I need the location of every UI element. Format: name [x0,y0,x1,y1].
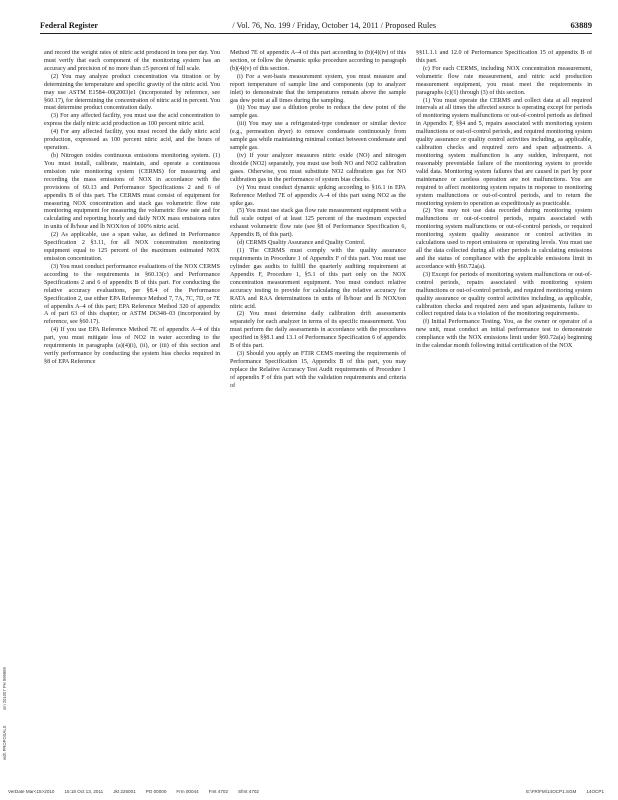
paragraph: (2) You must determine daily calibration drift assessments separately for each analyzer in terms of its specific measurement. You must perform the daily assessments in accordance with the procedures specified in §§8.1 and 13.1 of Performance Specification 6 of appendix B of this part. [230,311,406,350]
paragraph: (3) Except for periods of monitoring system malfunctions or out-of-control periods, repairs associated with monitoring system malfunctions or out-of-control periods, and required monitoring system quality assurance or quality control activities including, as applicable, calibration checks and required zero and span adjustments, failure to collect required data is a violation of the monitoring requirements. [416,271,592,318]
paragraph: (2) You may analyze product concentration via titration or by determining the temperature and specific gravity of the nitric acid. You may use ASTM E1584–00(2003)e1 (incorporated by reference, see §60.17), for determining the concentration of nitric acid in percent. You must determine product concentration daily. [44,73,220,112]
text-column-right [416,50,592,778]
footer-po: PO 00000 [145,788,167,794]
paragraph: (c) For each CERMS, including NOX concentration measurement, volumetric flow rate measurement, and nitric acid production measurement equipment, you must meet the requirements in paragraphs (c)(1) through (3) of this section. [416,65,592,96]
text-column-left [44,50,220,778]
paragraph: (iv) If your analyzer measures nitric oxide (NO) and nitrogen dioxide (NO2) separately, you must use both NO and NO2 calibration gases. Otherwise, you must substitute NO2 calibration gas for NO calibration gas in the performance of system bias checks. [230,152,406,183]
paragraph: (1) You must operate the CERMS and collect data at all required intervals at all times the affected source is operating except for periods of monitoring system malfunctions or out-of-control periods as defined in Appendix F, §§4 and 5, repairs associated with monitoring system malfunctions or out-of-control periods, and required monitoring system quality assurance or quality control activities including, as applicable, calibration checks and required zero and span adjustments. A monitoring system malfunction is any sudden, infrequent, not reasonably preventable failure of the monitoring system to provide valid data. Monitoring system failures that are caused in part by poor maintenance or careless operation are not malfunctions. You are required to affect monitoring system repairs in response to monitoring system malfunctions or out-of-control periods, and to return the monitoring system to operation as expeditiously as practicable. [416,97,592,207]
paragraph: and record the weight rates of nitric acid produced in tons per day. You must verify that each component of the monitoring system has an accuracy and precision of no more than ±5 percent of full scale. [44,50,220,72]
publication-name: Federal Register [40,21,98,30]
paragraph: (ii) You may use a dilution probe to reduce the dew point of the sample gas. [230,105,406,120]
margin-notes [2,560,14,760]
paragraph: Method 7E of appendix A–4 of this part according to (b)(4)(iv) of this section, or follow the dynamic spike procedure according to paragraph (b)(4)(v) of this section. [230,50,406,72]
text-column-middle [230,50,406,778]
paragraph: (iii) You may use a refrigerated-type condenser or similar device (e.g., permeation dryer) to remove condensate continuously from sample gas while maintaining minimal contact between condensate and sample gas. [230,121,406,152]
page-header [40,6,592,34]
issue-info: / Vol. 76, No. 199 / Friday, October 14, 2011 / Proposed Rules [232,21,437,30]
paragraph: (3) For any affected facility, you must use the acid concentration to express the daily nitric acid production as 100 percent nitric acid. [44,113,220,128]
footer-verdate: VerDate Mar<15>2010 [8,788,55,794]
paragraph: (3) You must conduct performance evaluations of the NOX CERMS according to the requirements in §60.13(c) and Performance Specifications 2 and 6 of appendix B of this part. For conducting the relative accuracy evaluations, per §8.4 of the Performance Specification 2, use either EPA Reference Method 7, 7A, 7C, 7D, or 7E of appendix A–4 of this part; EPA Reference Method 320 of appendix A of part 63 of this chapter; or ASTM D6348–03 (incorporated by reference, see §60.17). [44,263,220,326]
margin-note: sm 201007 PH 999999 [2,667,7,710]
paragraph: (v) You must conduct dynamic spiking according to §16.1 in EPA Reference Method 7E of appendix A–4 of this part using NO2 as the spike gas. [230,184,406,207]
paragraph: (2) You may not use data recorded during monitoring system malfunctions or out-of-control periods, repairs associated with monitoring system malfunctions or out-of-control periods, or required monitoring system quality assurance or control activities in calculations used to report emissions or operating levels. You must use all the data collected during all other periods in calculating emissions and the status of compliance with the applicable emissions limit in accordance with §60.72a(a). [416,208,592,270]
paragraph: (2) As applicable, use a span value, as defined in Performance Specification 2 §3.11, for all NOX concentration monitoring equipment equal to 125 percent of the maximum estimated NOX emission concentration. [44,232,220,262]
paragraph: (4) If you use EPA Reference Method 7E of appendix A–4 of this part, you must mitigate loss of NO2 in water according to the requirements in paragraphs (a)(4)(i), (ii), or (iii) of this section and verify performance by conducting the system bias checks required in §8 of EPA Reference [44,327,220,365]
paragraph: (f) Initial Performance Testing. You, as the owner or operator of a new unit, must conduct an initial performance test to demonstrate compliance with the NOX emissions limit under §60.72a(a) beginning in the calendar month following initial certification of the NOX [416,319,592,350]
footer-fmt: Fmt 4702 [208,788,229,794]
footer-frm: Frm 00044 [176,788,199,794]
footer-jkt: Jkt 226001 [113,788,136,794]
paragraph: (1) The CERMS must comply with the quality assurance requirements in Procedure 1 of Appendix F of this part. You must use cylinder gas audits to fulfill the quarterly auditing requirement at Appendix F, Procedure 1, §5.1 of this part only on the NOX concentration measurement equipment. You must conduct relative accuracy testing to provide for calculating the relative accuracy for RATA and RAA determinations in units of lb/hour and lb NOX/ton nitric acid. [230,248,406,310]
footer-time: 15:18 Oct 13, 2011 [64,788,104,794]
paragraph: (d) CERMS Quality Assurance and Quality Control. [237,240,366,247]
footer-file: E:\FR\FM\14OCP1.SGM [526,788,577,794]
paragraph: (b) Nitrogen oxides continuous emissions monitoring system. (1) You must install, calibrate, maintain, and operate a continuous emission rate monitoring system (CERMS) for measuring and recording the mass emissions of NOX in accordance with the provisions of 60.13 and Performance Specifications 2 and 6 of appendix B of this part. The CERMS must consist of equipment for measuring NOX concentration and stack gas volumetric flow rate monitoring equipment for measuring the volumetric flow rate and for calculating and reporting hourly and daily NOX mass emissions rates in units of lb/hour and lb NOX/ton of 100% nitric acid. [44,152,220,231]
body-columns [44,50,592,778]
margin-note: with PROPOSALS [2,725,7,760]
paragraph: §§11.1.1 and 12.0 of Performance Specification 15 of appendix B of this part. [416,50,592,64]
page-footer [8,786,604,796]
paragraph: (i) For a wet-basis measurement system, you must measure and report temperature of sample line and components (up to analyzer inlet) to demonstrate that the temperatures remain above the sample gas dew point at all times during the sampling. [230,73,406,104]
footer-code: 14OCP1 [586,788,604,794]
paragraph: (4) For any affected facility, you must record the daily nitric acid production, expressed as 100 percent nitric acid, and the hours of operation. [44,129,220,152]
paragraph: (3) Should you apply an FTIR CEMS meeting the requirements of Performance Specification 15, Appendix B of this part, you may replace the Relative Accuracy Test Audit requirements of Procedure 1 of appendix F of this part with the validation requirements and criteria of [230,351,406,389]
page-number: 63889 [570,20,592,30]
paragraph: (5) You must use stack gas flow rate measurement equipment with a full scale output of at least 125 percent of the maximum expected exhaust volumetric flow rate (see §8 of Performance Specification 6, Appendix B, of this part). [230,208,406,239]
footer-sfmt: Sfmt 4702 [238,788,259,794]
